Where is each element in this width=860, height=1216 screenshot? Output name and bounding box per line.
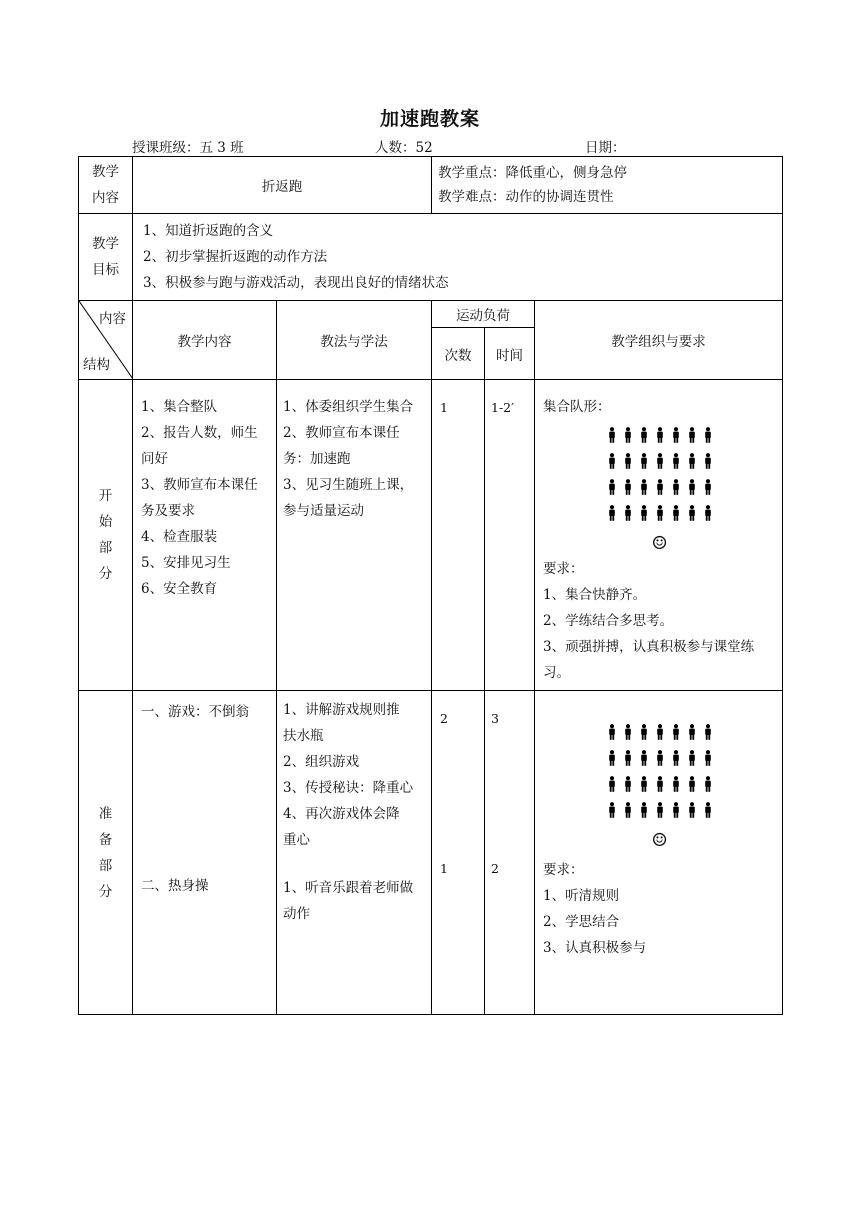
person-icon	[704, 479, 712, 499]
col-times-header: 次数	[432, 328, 485, 380]
person-icon	[640, 505, 648, 525]
req-item: 3、认真积极参与	[543, 940, 647, 956]
person-icon	[624, 776, 632, 796]
person-icon	[608, 453, 616, 473]
formation-row	[543, 476, 776, 502]
page-title: 加速跑教案	[379, 108, 480, 130]
content-line: 5、安排见习生	[141, 555, 231, 571]
req-item: 1、听清规则	[543, 888, 620, 904]
method-line: 动作	[283, 906, 310, 922]
person-icon	[608, 479, 616, 499]
person-icon	[704, 427, 712, 447]
person-icon	[688, 724, 696, 744]
method-line: 3、传授秘诀：降重心	[283, 780, 414, 796]
person-icon	[672, 802, 680, 822]
req-item: 3、顽强拼搏，认真积极参与课堂练	[543, 639, 755, 655]
times-b: 1	[440, 861, 448, 876]
formation-title: 集合队形：	[543, 399, 611, 415]
person-icon	[656, 776, 664, 796]
method-line: 1、听音乐跟着老师做	[283, 880, 414, 896]
formation-row	[543, 799, 776, 825]
duration-cell: 1-2′	[485, 380, 535, 691]
person-icon	[688, 776, 696, 796]
person-icon	[672, 505, 680, 525]
formation-grid	[543, 721, 776, 825]
person-icon	[656, 505, 664, 525]
times-cell: 1	[432, 380, 485, 691]
person-icon	[624, 479, 632, 499]
formation-row	[543, 450, 776, 476]
formation-row	[543, 773, 776, 799]
label-char: 准	[98, 805, 113, 822]
diagonal-header	[79, 301, 133, 380]
goal-item: 1、知道折返跑的含义	[143, 223, 274, 239]
label-line: 教学	[92, 164, 119, 180]
duration-cell	[485, 691, 535, 1015]
person-icon	[640, 802, 648, 822]
person-icon	[704, 802, 712, 822]
col-time-header: 时间	[485, 328, 535, 380]
person-icon	[624, 427, 632, 447]
method-line: 2、组织游戏	[283, 754, 360, 770]
content-row	[79, 157, 783, 214]
method-line: 务：加速跑	[283, 451, 351, 467]
person-icon	[672, 427, 680, 447]
person-icon	[640, 453, 648, 473]
org-cell	[535, 691, 783, 1015]
content-line: 4、检查服装	[141, 529, 218, 545]
label-char: 分	[98, 566, 113, 582]
person-icon	[688, 453, 696, 473]
person-icon	[608, 750, 616, 770]
content-label	[79, 157, 133, 214]
person-icon	[688, 427, 696, 447]
count-label: 人数：52	[375, 140, 433, 156]
method-line: 重心	[283, 832, 310, 848]
label-char: 分	[98, 883, 113, 900]
requirements	[543, 857, 776, 961]
requirements	[543, 556, 776, 686]
person-icon	[608, 724, 616, 744]
goals-label	[79, 214, 133, 301]
class-label: 授课班级：五 3 班	[132, 140, 244, 156]
person-icon	[672, 724, 680, 744]
content-line: 1、集合整队	[141, 399, 218, 415]
person-icon	[640, 776, 648, 796]
focus-cell	[432, 157, 783, 214]
person-icon	[640, 479, 648, 499]
person-icon	[608, 776, 616, 796]
times-cell	[432, 691, 485, 1015]
label-line: 内容	[92, 190, 119, 206]
label-line: 教学	[92, 236, 119, 252]
diag-top-label: 内容	[99, 311, 126, 327]
content-game: 一、游戏：不倒翁	[141, 704, 249, 720]
section-content	[133, 691, 277, 1015]
label-line: 目标	[92, 262, 119, 278]
content-line: 问好	[141, 451, 168, 467]
col-content-header: 教学内容	[133, 301, 277, 380]
person-icon	[640, 750, 648, 770]
goal-item: 3、积极参与跑与游戏活动，表现出良好的情绪状态	[143, 275, 449, 291]
section-content	[133, 380, 277, 691]
section-start	[79, 380, 783, 691]
content-line: 3、教师宣布本课任	[141, 477, 258, 493]
person-icon	[624, 750, 632, 770]
person-icon	[704, 776, 712, 796]
method-line: 3、见习生随班上课，	[283, 477, 414, 493]
date-label: 日期：	[585, 140, 626, 156]
section-method	[277, 691, 432, 1015]
goal-item: 2、初步掌握折返跑的动作方法	[143, 249, 328, 265]
person-icon	[672, 479, 680, 499]
formation-row	[543, 502, 776, 528]
req-title: 要求：	[543, 862, 584, 878]
content-warmup: 二、热身操	[141, 878, 209, 894]
person-icon	[688, 802, 696, 822]
label-char: 备	[98, 831, 113, 848]
person-icon	[624, 453, 632, 473]
person-icon	[672, 750, 680, 770]
lesson-plan-table	[78, 156, 783, 1015]
duration-a: 3	[491, 711, 499, 726]
person-icon	[688, 505, 696, 525]
formation-row	[543, 721, 776, 747]
method-line: 扶水瓶	[283, 728, 324, 744]
section-prepare	[79, 691, 783, 1015]
method-line: 参与适量运动	[283, 503, 364, 519]
req-item: 2、学思结合	[543, 914, 620, 930]
diag-bottom-label: 结构	[83, 357, 110, 373]
person-icon	[608, 427, 616, 447]
formation-grid	[543, 424, 776, 528]
lesson-topic: 折返跑	[133, 157, 432, 214]
person-icon	[704, 505, 712, 525]
smiley-icon: ☺	[651, 830, 668, 851]
person-icon	[656, 724, 664, 744]
formation-row	[543, 747, 776, 773]
content-line: 务及要求	[141, 503, 195, 519]
section-method	[277, 380, 432, 691]
person-icon	[656, 750, 664, 770]
content-line: 6、安全教育	[141, 581, 218, 597]
method-b	[283, 875, 413, 927]
person-icon	[640, 427, 648, 447]
header-row	[79, 301, 783, 328]
person-icon	[688, 479, 696, 499]
person-icon	[608, 505, 616, 525]
content-line: 2、报告人数，师生	[141, 425, 258, 441]
req-title: 要求：	[543, 561, 584, 577]
person-icon	[608, 802, 616, 822]
person-icon	[672, 776, 680, 796]
label-char: 开	[98, 488, 113, 504]
person-icon	[672, 453, 680, 473]
label-char: 始	[98, 514, 113, 530]
col-load-header: 运动负荷	[432, 301, 535, 328]
person-icon	[624, 724, 632, 744]
person-icon	[704, 724, 712, 744]
section-label	[79, 691, 133, 1015]
person-icon	[656, 427, 664, 447]
col-org-header: 教学组织与要求	[535, 301, 783, 380]
method-line: 2、教师宣布本课任	[283, 425, 400, 441]
req-item: 1、集合快静齐。	[543, 587, 647, 603]
col-method-header: 教法与学法	[277, 301, 432, 380]
person-icon	[656, 802, 664, 822]
person-icon	[624, 505, 632, 525]
section-label	[79, 380, 133, 691]
label-char: 部	[98, 540, 113, 556]
method-line: 1、讲解游戏规则推	[283, 702, 400, 718]
person-icon	[704, 453, 712, 473]
duration-b: 2	[491, 861, 499, 876]
goals-list	[133, 214, 783, 301]
org-cell	[535, 380, 783, 691]
person-icon	[656, 453, 664, 473]
smiley-icon: ☺	[651, 533, 668, 554]
req-item: 2、学练结合多思考。	[543, 613, 674, 629]
person-icon	[656, 479, 664, 499]
times-a: 2	[440, 711, 448, 726]
label-char: 部	[98, 857, 113, 874]
person-icon	[704, 750, 712, 770]
method-line: 1、体委组织学生集合	[283, 399, 414, 415]
focus-text: 教学重点：降低重心，侧身急停	[438, 165, 627, 181]
method-line: 4、再次游戏体会降	[283, 806, 400, 822]
difficulty-text: 教学难点：动作的协调连贯性	[438, 189, 614, 205]
req-item: 习。	[543, 665, 570, 681]
person-icon	[640, 724, 648, 744]
goals-row	[79, 214, 783, 301]
person-icon	[624, 802, 632, 822]
person-icon	[688, 750, 696, 770]
formation-row	[543, 424, 776, 450]
